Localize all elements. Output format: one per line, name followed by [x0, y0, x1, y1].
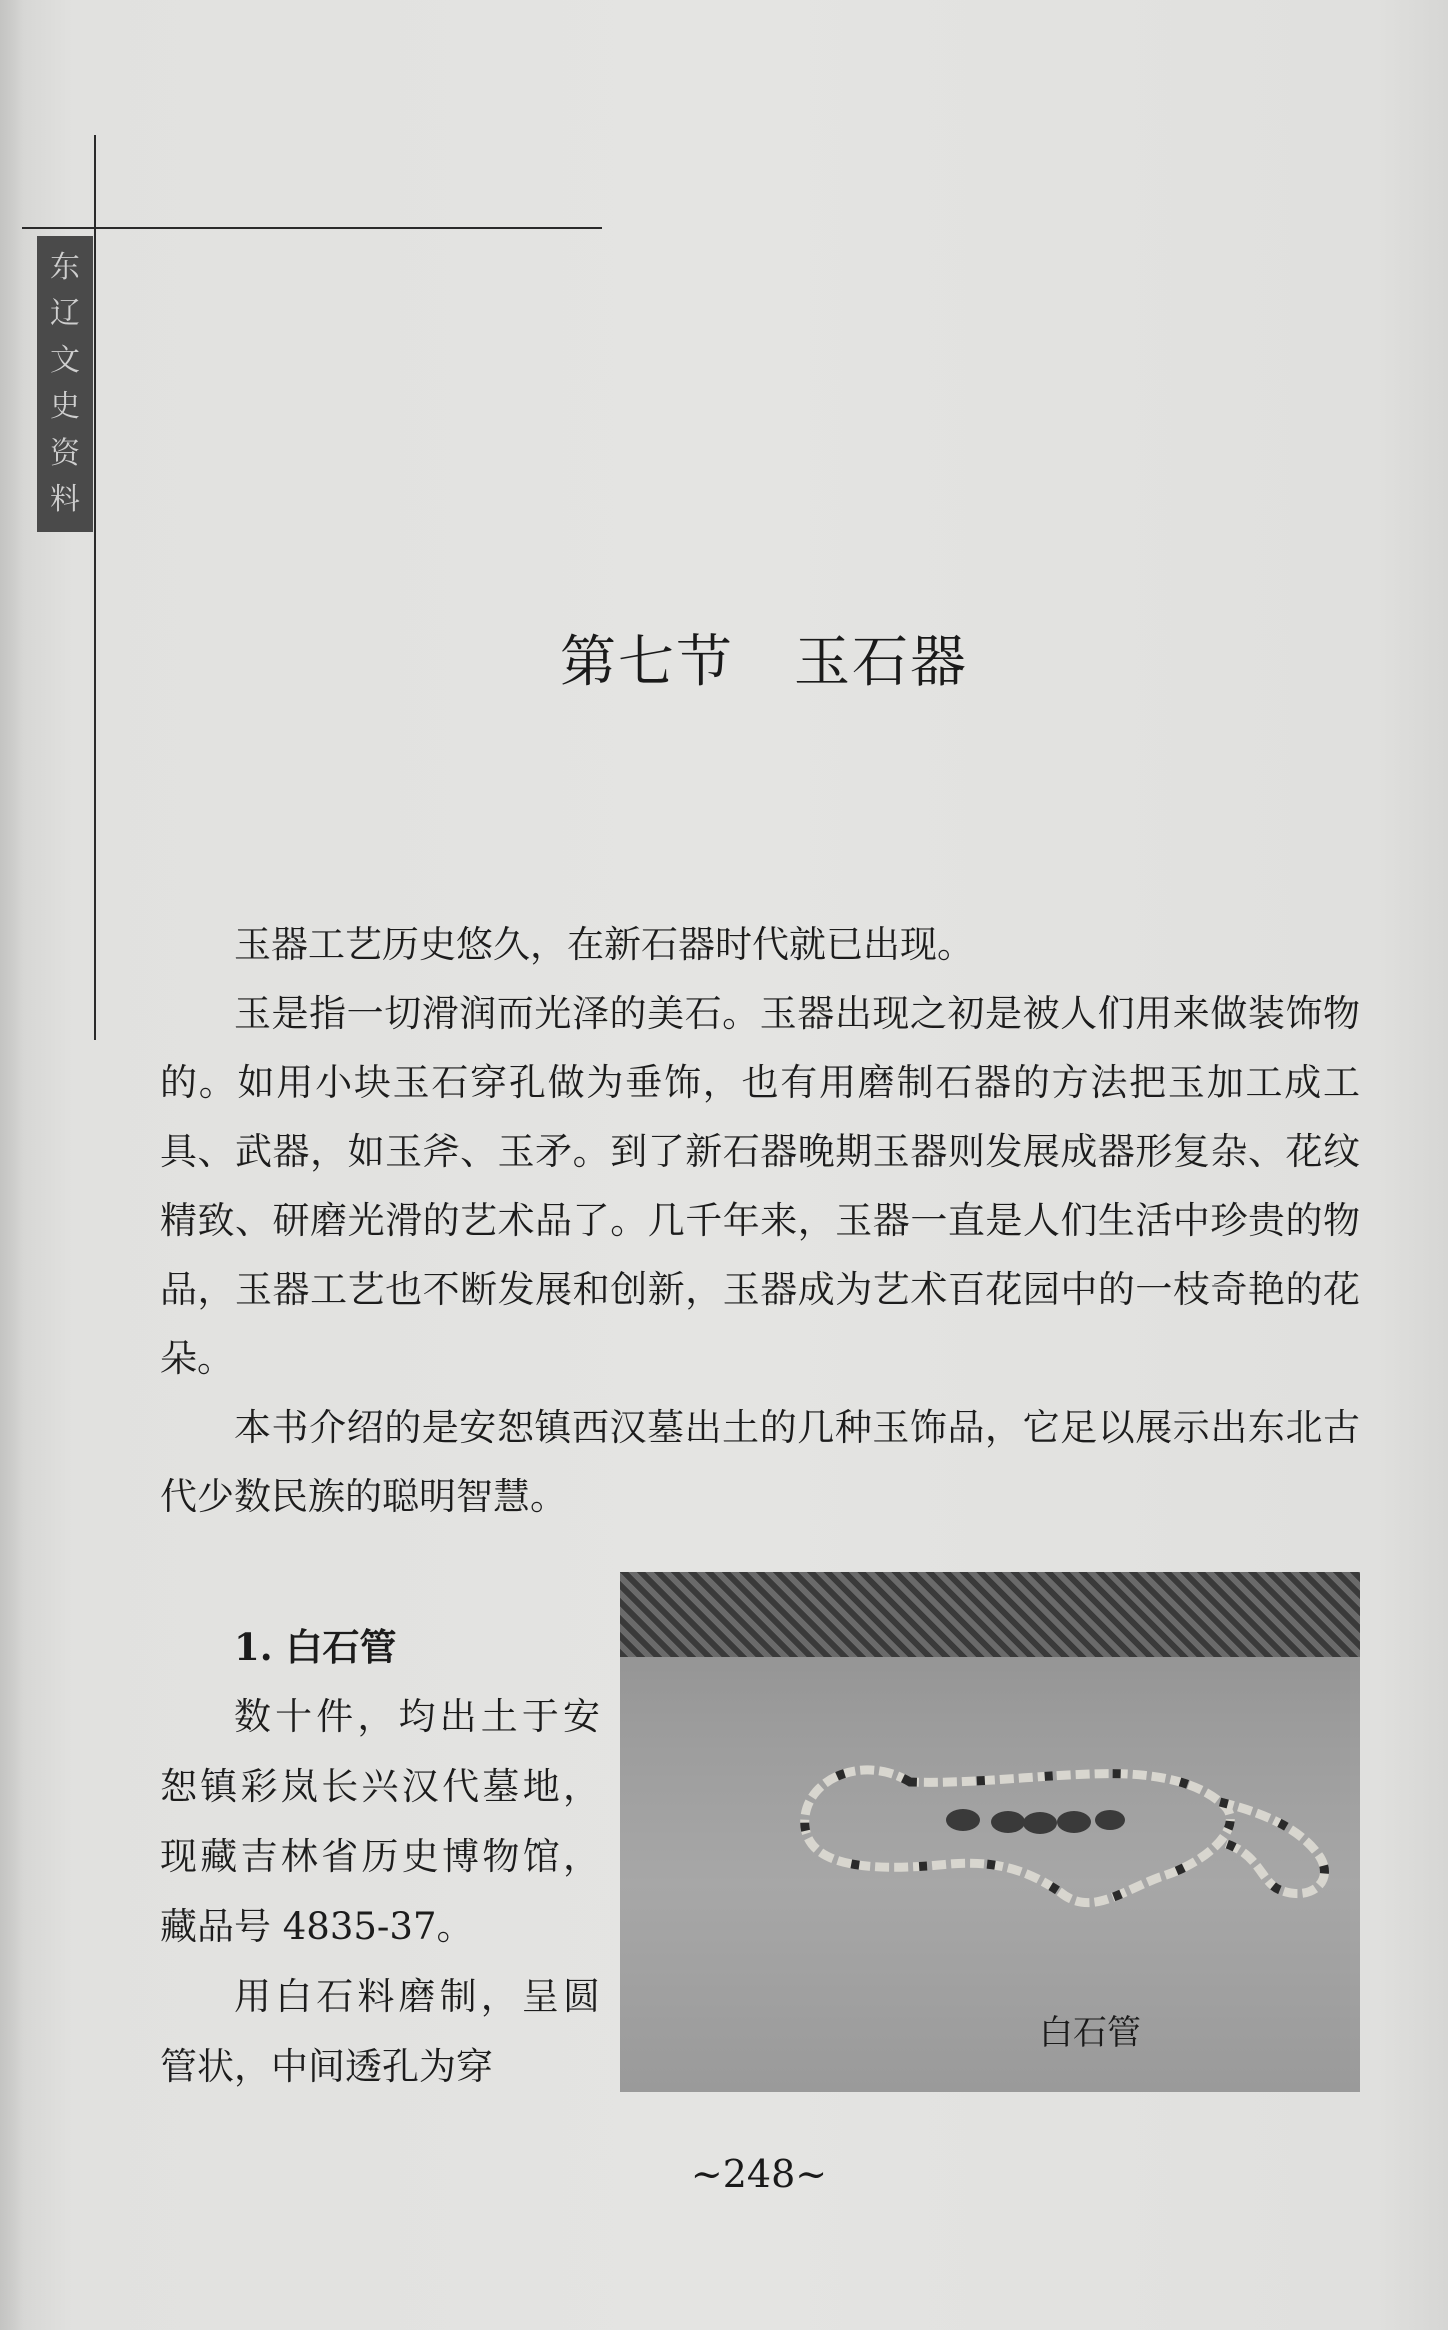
- item-heading: 1. 白石管: [234, 1625, 397, 1669]
- necklace-tail: [1220, 1802, 1324, 1894]
- stone-bead: [1023, 1812, 1057, 1834]
- paragraph: 本书介绍的是安恕镇西汉墓出土的几种玉饰品，它足以展示出东北古代少数民族的聪明智慧。: [160, 1406, 1360, 1518]
- necklace-dark-beads: [805, 1770, 1231, 1903]
- stone-bead: [991, 1811, 1025, 1833]
- side-tab-char: 东: [50, 249, 80, 285]
- paragraph: 用白石料磨制，呈圆管状，中间透孔为穿: [160, 1975, 600, 2088]
- section-title: [0, 618, 1448, 698]
- photo-caption: 白石管: [1039, 2013, 1141, 2053]
- stone-bead: [1057, 1811, 1091, 1833]
- side-tab-char: 资: [50, 435, 80, 471]
- vertical-rule: [94, 135, 96, 1040]
- side-tab-char: 辽: [50, 296, 80, 332]
- page-number: ~248~: [690, 2152, 828, 2196]
- paragraph: 玉器工艺历史悠久，在新石器时代就已出现。: [234, 923, 974, 966]
- section-number: 第七节: [560, 630, 734, 695]
- body-text: [160, 910, 1360, 1531]
- stone-bead: [946, 1809, 980, 1831]
- horizontal-rule: [22, 227, 602, 229]
- item-description: [160, 1612, 600, 2102]
- paragraph: 玉是指一切滑润而光泽的美石。玉器出现之初是被人们用来做装饰物的。如用小块玉石穿孔做为垂饰，也有用磨制石器的方法把玉加工成工具、武器，如玉斧、玉矛。到了新石器晚期玉器则发展成器形复杂、花纹精致、研磨光滑的艺术品了。几千年来，玉器一直是人们生活中珍贵的物品，玉器工艺也不断发展和创新，玉器成为艺术百花园中的一枝奇艳的花朵。: [160, 992, 1360, 1380]
- section-name: 玉石器: [794, 630, 968, 695]
- side-tab-series-name: [37, 236, 93, 532]
- side-tab-char: 史: [50, 389, 80, 425]
- side-tab-char: 文: [50, 342, 80, 378]
- paragraph: 数十件，均出土于安恕镇彩岚长兴汉代墓地，现藏吉林省历史博物馆，藏品号 4835-37。: [160, 1695, 600, 1948]
- necklace-strand: [805, 1770, 1231, 1903]
- artifact-photo: [620, 1572, 1360, 2092]
- stone-bead: [1095, 1810, 1125, 1830]
- scan-edge: [0, 0, 24, 2330]
- side-tab-char: 料: [50, 482, 80, 518]
